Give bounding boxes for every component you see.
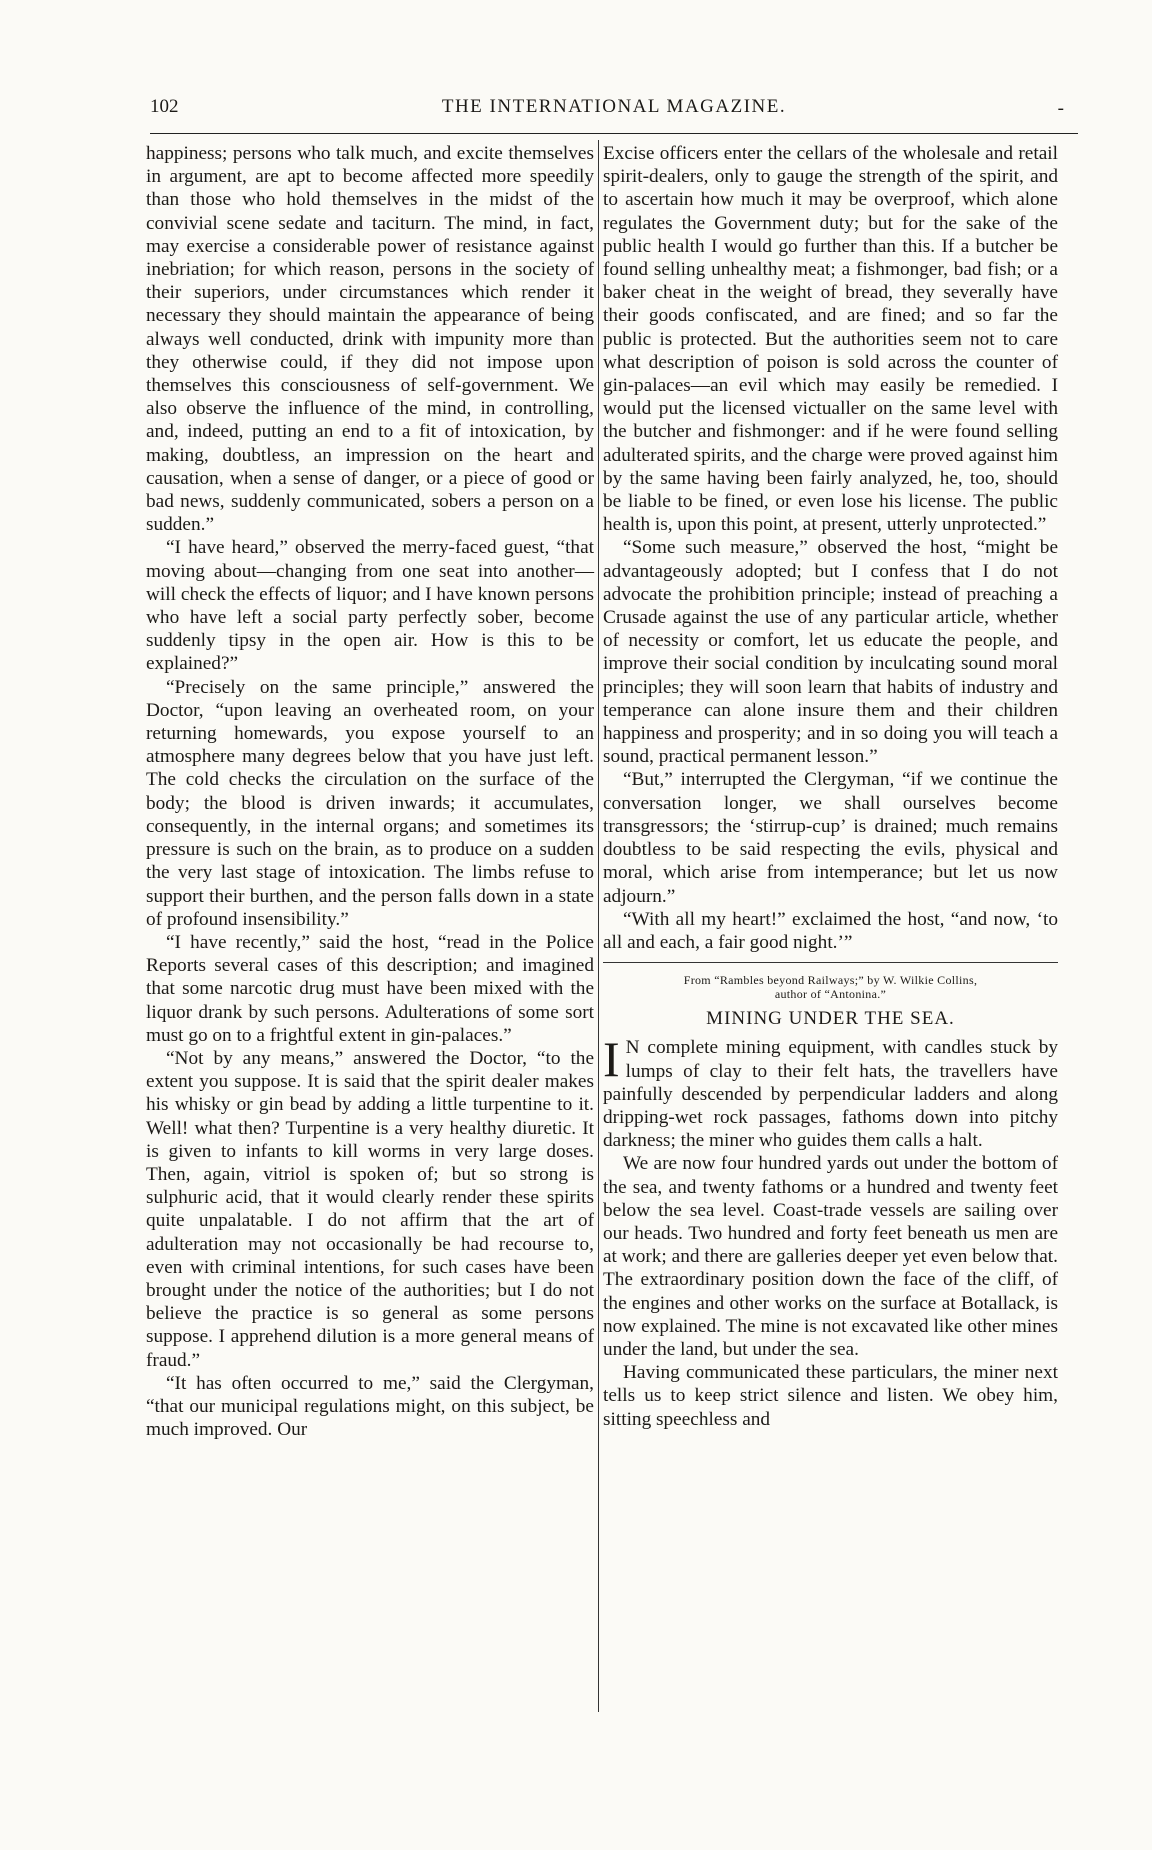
- first-paragraph-text: N complete mining equipment, with candles stuck by lumps of clay to their felt hats, the travellers have painfully descended by perpendicular ladders and along dripping-wet rock passages, fathoms down into pitchy darkness; the miner who guides them calls a halt.: [603, 1037, 1058, 1152]
- header-mark: -: [1057, 98, 1064, 119]
- running-title: THE INTERNATIONAL MAGAZINE.: [441, 96, 787, 117]
- paragraph: “But,” interrupted the Clergyman, “if we continue the conversation longer, we shall ourselves become transgressors; the ‘stirrup-cup’ is drained; much remains doubtless to be said respecting the evils, physical and moral, which arise from intemperance; but let us now adjourn.”: [603, 769, 1058, 907]
- source-note-line: author of “Antonina.”: [774, 987, 887, 1002]
- paragraph: Having communicated these particulars, the miner next tells us to keep strict silence and listen. We obey him, sitting speechless and: [603, 1362, 1058, 1430]
- paragraph: “Precisely on the same principle,” answered the Doctor, “upon leaving an overheated room, on your returning homewards, you expose yourself to an atmosphere many degrees below that you have just left. The cold checks the circulation on the surface of the body; the blood is driven inwards; it accumulates, consequently, in the internal organs; and sometimes its pressure is such on the brain, as to produce on a sudden the very last stage of intoxication. The limbs refuse to support their burthen, and the person falls down in a state of profound insensibility.”: [146, 676, 594, 930]
- article-first-paragraph: [603, 1031, 1058, 1152]
- paragraph: “Not by any means,” answered the Doctor, “to the extent you suppose. It is said that the spirit dealer makes his whisky or gin bead by adding a little turpentine to it. Well! what then? Turpentine is a very healthy diuretic. It is given to infants to kill worms in very large doses. Then, again, vitriol is spoken of; but so strong is sulphuric acid, that it would clearly render these spirits quite unpalatable. I do not affirm that the art of adulteration may not occasionally be had recourse to, even with criminal intentions, for such cases have been brought under the notice of the authorities; but I do not believe the practice is so general as some persons suppose. I apprehend dilution is a more general means of fraud.”: [146, 1047, 594, 1371]
- paragraph: “Some such measure,” observed the host, “might be advantageously adopted; but I confess that I do not advocate the prohibition principle; instead of preaching a Crusade against the use of any particular article, whether of necessity or comfort, let us educate the people, and improve their social condition by inculcating sound moral principles; they will soon learn that habits of industry and temperance can alone insure them and their children happiness and prosperity; and in so doing you will teach a sound, practical permanent lesson.”: [603, 537, 1058, 768]
- page-number: 102: [150, 96, 179, 117]
- section-divider: [603, 962, 1058, 963]
- paragraph: Excise officers enter the cellars of the wholesale and retail spirit-dealers, only to gauge the strength of the spirit, and to ascertain how much it may be overproof, which alone regulates the Government duty; but for the sake of the public health I would go further than this. If a butcher be found selling unhealthy meat; a fishmonger, bad fish; or a baker cheat in the weight of bread, they severally have their goods confiscated, and are fined; and so far the public is protected. But the authorities seem not to care what description of poison is sold across the counter of gin-palaces—an evil which may easily be remedied. I would put the licensed victualler on the same level with the butcher and fishmonger: and if he were found selling adulterated spirits, and the charge were proved against him by the same having been fairly analyzed, he, too, should be liable to be fined, or even lose his license. The public health is, upon this point, at present, utterly unprotected.”: [603, 143, 1058, 536]
- paragraph: We are now four hundred yards out under the bottom of the sea, and twenty fathoms or a hundred and twenty feet below the sea level. Coast-trade vessels are sailing over our heads. Two hundred and forty feet beneath us men are at work; and there are galleries deeper yet even below that. The extraordinary position down the face of the cliff, of the engines and other works on the surface at Botallack, is now explained. The mine is not excavated like other mines under the land, but under the sea.: [603, 1153, 1058, 1360]
- paragraph: “I have recently,” said the host, “read in the Police Reports several cases of this description; and imagined that some narcotic drug must have been mixed with the liquor drank by such persons. Adulterations of some sort must go on to a frightful extent in gin-palaces.”: [146, 931, 594, 1046]
- header-rule: [150, 133, 1078, 134]
- paragraph: “I have heard,” observed the merry-faced guest, “that moving about—changing from one seat into another—will check the effects of liquor; and I have known persons who have left a social party perfectly sober, become suddenly tipsy in the open air. How is this to be explained?”: [146, 537, 594, 675]
- column-divider: [598, 140, 599, 1712]
- paragraph: “With all my heart!” exclaimed the host, “and now, ‘to all and each, a fair good night.’”: [603, 908, 1058, 953]
- right-column: [603, 142, 1058, 1431]
- paragraph: “It has often occurred to me,” said the Clergyman, “that our municipal regulations might, on this subject, be much improved. Our: [146, 1372, 594, 1441]
- paragraph: happiness; persons who talk much, and excite themselves in argument, are apt to become affected more speedily than those who hold themselves in the midst of the convivial scene sedate and taciturn. The mind, in fact, may exercise a considerable power of resistance against inebriation; for which reason, persons in the society of their superiors, under circumstances which render it necessary they should maintain the appearance of being always well conducted, drink with impunity more than they otherwise could, if they did not impose upon themselves this consciousness of self-government. We also observe the influence of the mind, in controlling, and, indeed, putting an end to a fit of intoxication, by making, doubtless, an impression on the heart and causation, when a sense of danger, or a piece of good or bad news, suddenly communicated, sobers a person on a sudden.”: [146, 143, 594, 536]
- drop-cap: I: [603, 1031, 620, 1088]
- source-note: [603, 973, 1058, 1001]
- page-header: [150, 96, 1078, 126]
- source-note-line: From “Rambles beyond Railways;” by W. Wilkie Collins,: [683, 973, 978, 988]
- left-column: [146, 142, 594, 1441]
- article-title: MINING UNDER THE SEA.: [706, 1008, 955, 1030]
